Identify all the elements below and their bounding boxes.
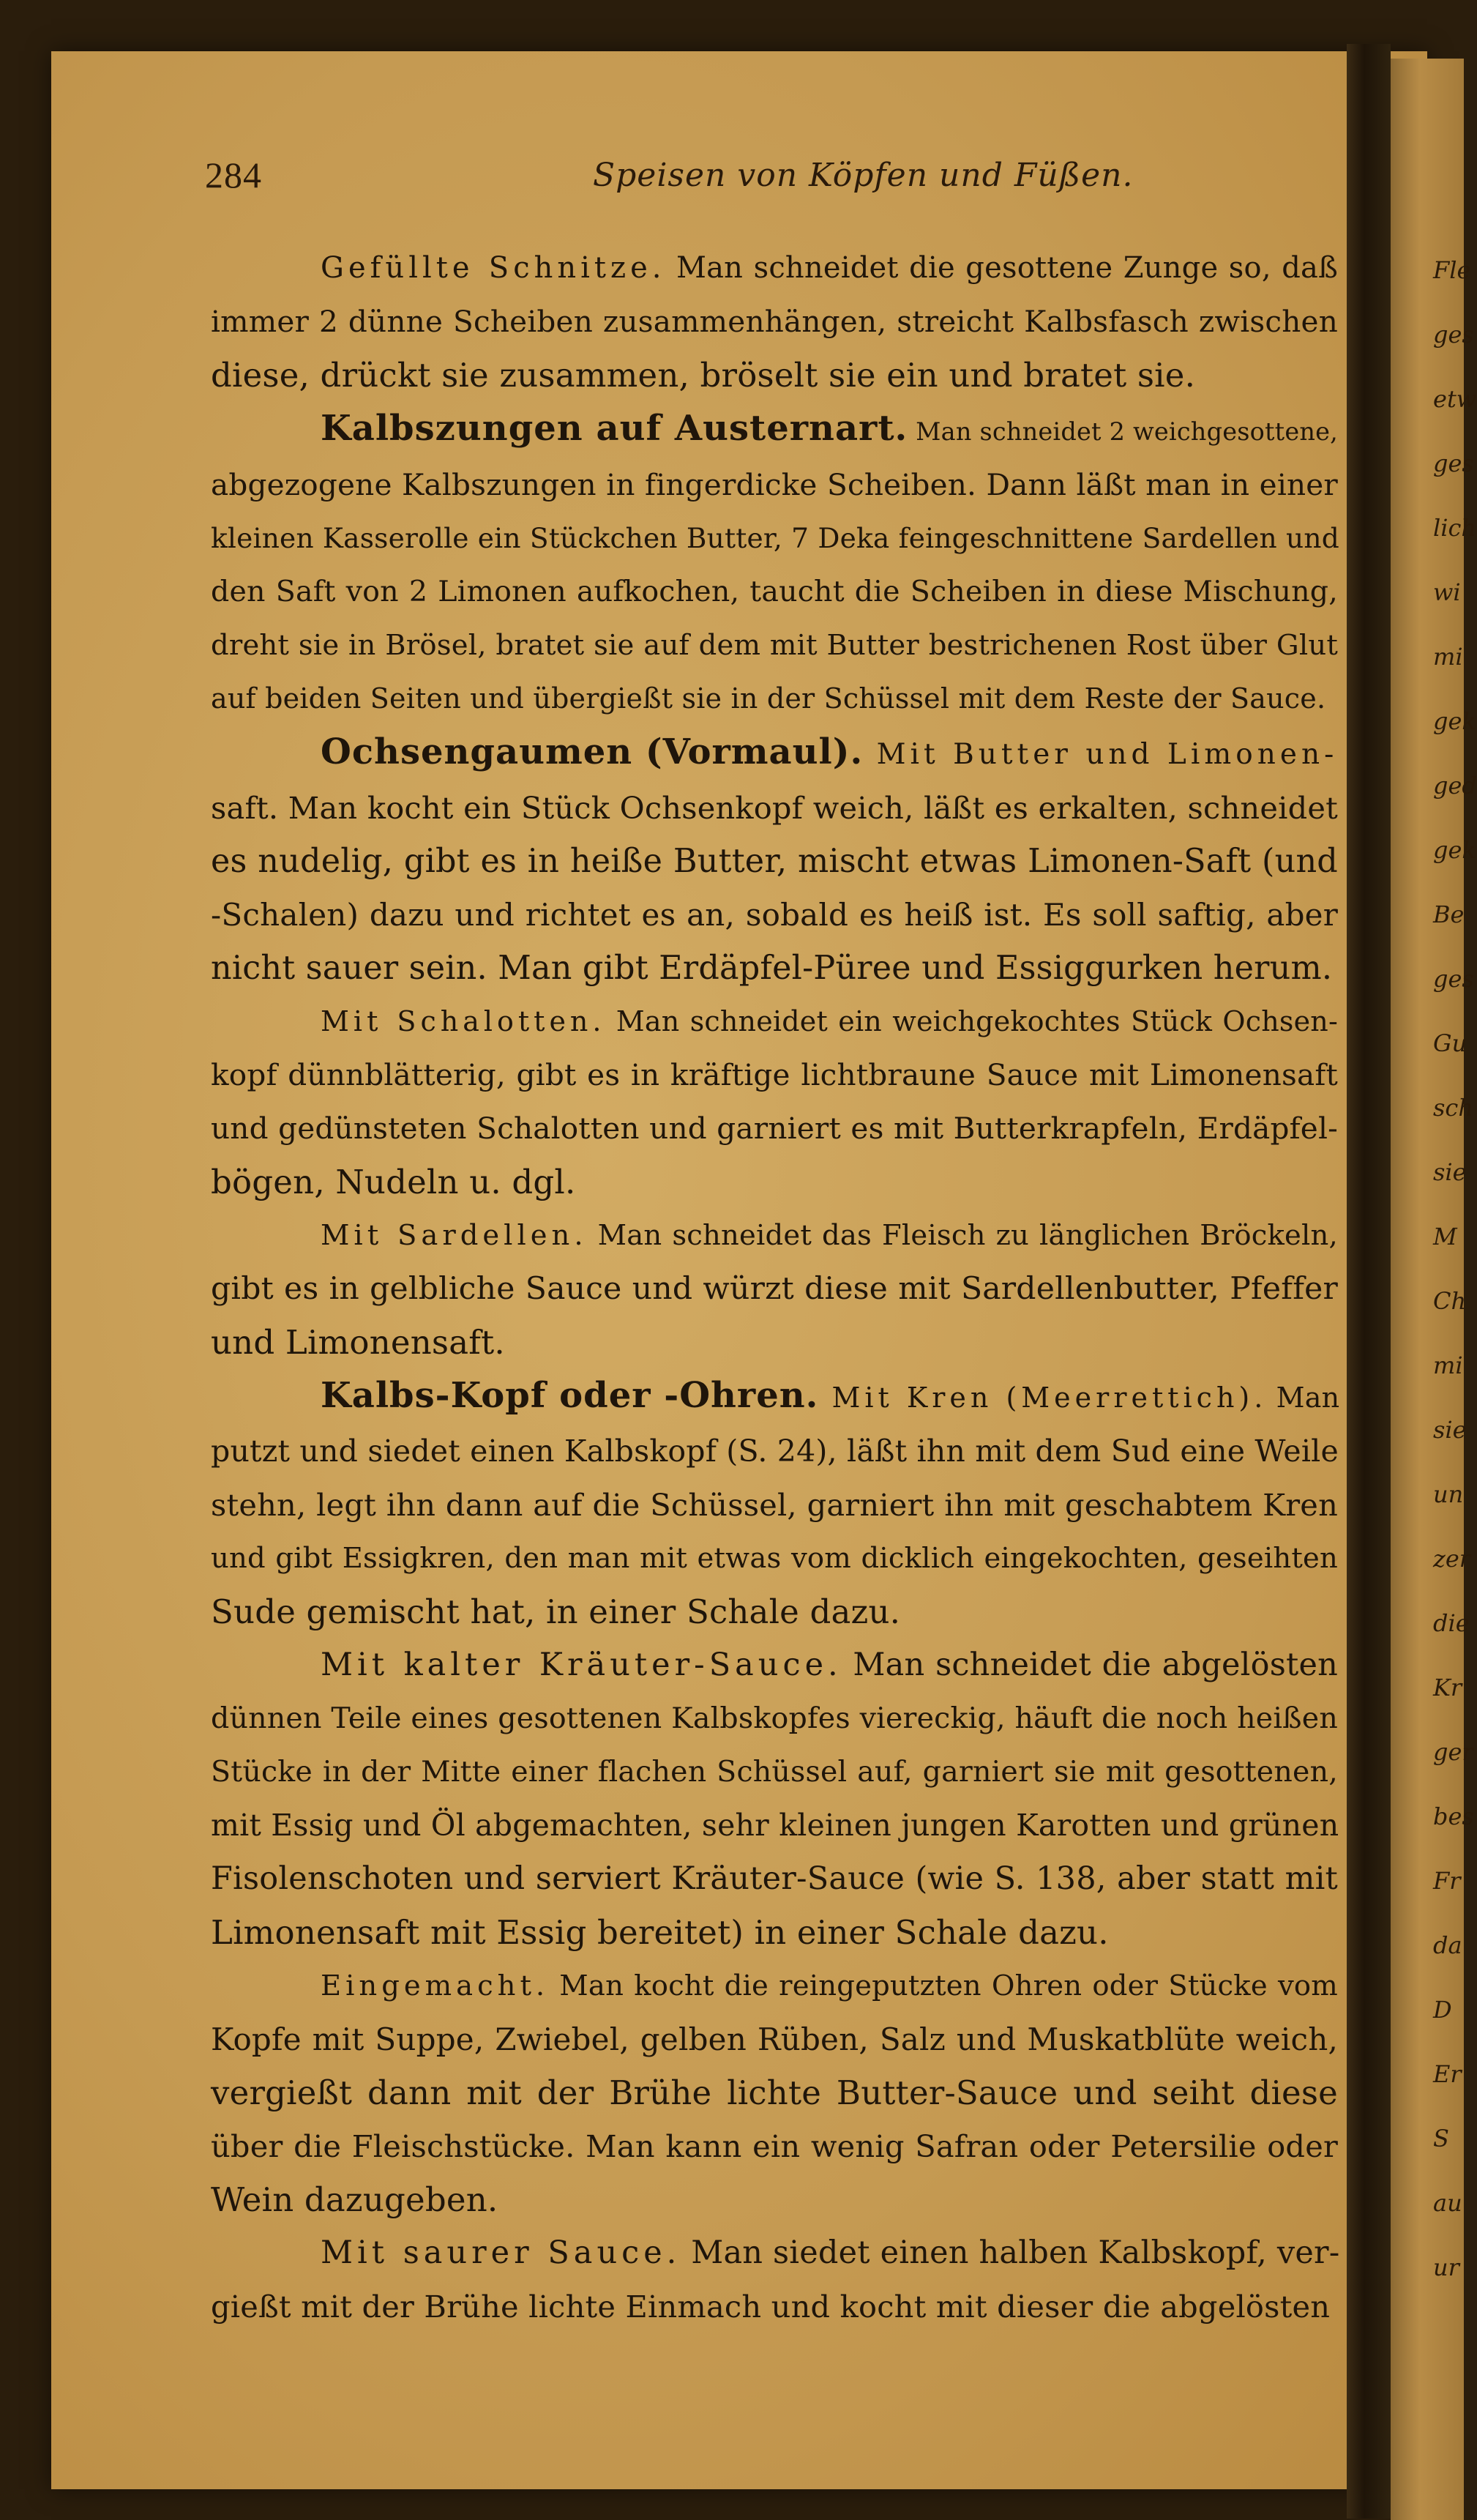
text-line xyxy=(211,619,1338,672)
text-line xyxy=(211,1155,1338,1209)
text-line xyxy=(211,1209,1338,1262)
line-text: über die Fleischstücke. Man kann ein wenig Safran oder Petersilie oder xyxy=(211,2128,1338,2164)
adjacent-page-fragment: M xyxy=(1433,1223,1457,1250)
recipe-paragraph xyxy=(211,1959,1338,2226)
adjacent-page-fragment: gek xyxy=(1433,707,1476,735)
text-line xyxy=(211,888,1338,942)
text-line xyxy=(211,1639,1338,1692)
text-line xyxy=(211,2013,1338,2066)
adjacent-page-fragment: etw xyxy=(1433,385,1477,413)
adjacent-page-edge xyxy=(1391,59,1477,2520)
adjacent-page-fragment: Fr xyxy=(1433,1867,1461,1895)
line-text: mit Essig und Öl abgemachten, sehr kleinen jungen Karotten und grünen xyxy=(211,1808,1339,1843)
adjacent-page-fragment: Kr xyxy=(1433,1674,1462,1701)
adjacent-page-fragment: S xyxy=(1433,2125,1449,2152)
text-line xyxy=(211,1959,1338,2013)
line-text: abgezogene Kalbszungen in fingerdicke Scheiben. Dann läßt man in einer xyxy=(211,467,1338,502)
text-line xyxy=(211,2120,1338,2173)
variant-heading: Mit Butter und Limonen- xyxy=(863,738,1339,771)
text-line xyxy=(211,1102,1338,1155)
adjacent-page-fragment: Gu xyxy=(1433,1029,1467,1057)
adjacent-page-fragment: D xyxy=(1433,1996,1452,2024)
recipe-paragraph xyxy=(211,1369,1338,1639)
line-text: Limonensaft mit Essig bereitet) in einer Schale dazu. xyxy=(211,1913,1109,1952)
adjacent-page-fragment: gek xyxy=(1433,836,1476,864)
line-text: bögen, Nudeln u. dgl. xyxy=(211,1163,576,1201)
recipe-paragraph xyxy=(211,995,1338,1209)
text-line xyxy=(211,348,1338,402)
line-text: dreht sie in Brösel, bratet sie auf dem mit Butter bestrichenen Rost über Glut xyxy=(211,629,1338,662)
line-text: Man xyxy=(1267,1382,1340,1414)
line-text: immer 2 dünne Scheiben zusammenhängen, streicht Kalbsfasch zwischen xyxy=(211,304,1338,339)
text-line xyxy=(211,942,1338,995)
adjacent-page-fragment: die xyxy=(1433,1609,1470,1637)
line-text: kleinen Kasserolle ein Stückchen Butter, 7 Deka feingeschnittene Sardellen und xyxy=(211,522,1339,554)
text-line xyxy=(211,1048,1338,1102)
recipe-paragraph xyxy=(211,1209,1338,1369)
adjacent-page-fragment: Fle xyxy=(1433,256,1471,284)
recipe-paragraph xyxy=(211,726,1338,995)
text-line xyxy=(211,1585,1338,1639)
line-text: Man schneidet die gesottene Zunge so, daß xyxy=(665,251,1338,285)
adjacent-page-fragment: da xyxy=(1433,1931,1462,1959)
text-line xyxy=(211,2226,1338,2280)
recipe-paragraph xyxy=(211,242,1338,402)
adjacent-page-fragment: Ch xyxy=(1433,1287,1467,1315)
text-line xyxy=(211,1745,1338,1799)
adjacent-page-fragment: Er xyxy=(1433,2060,1462,2088)
line-text: Man schneidet das Fleisch zu länglichen Bröckeln, xyxy=(587,1219,1338,1252)
recipe-paragraph xyxy=(211,2226,1338,2333)
line-text: Stücke in der Mitte einer flachen Schüssel auf, garniert sie mit gesottenen, xyxy=(211,1755,1338,1789)
text-line xyxy=(211,1316,1338,1369)
line-text: Man schneidet die abgelösten xyxy=(842,1647,1338,1683)
line-text: auf beiden Seiten und übergießt sie in der Schüssel mit dem Reste der Sauce. xyxy=(211,682,1326,715)
text-line xyxy=(211,1532,1338,1585)
recipe-paragraph xyxy=(211,1639,1338,1959)
line-text: gibt es in gelbliche Sauce und würzt diese mit Sardellenbutter, Pfeffer xyxy=(211,1271,1338,1307)
adjacent-page-fragment: sch xyxy=(1433,1094,1473,1122)
text-line xyxy=(211,1906,1338,1959)
line-text: putzt und siedet einen Kalbskopf (S. 24), läßt ihn mit dem Sud eine Weile xyxy=(211,1434,1339,1469)
line-text: nicht sauer sein. Man gibt Erdäpfel-Püree und Essiggurken herum. xyxy=(211,950,1333,987)
adjacent-page-fragment: ged xyxy=(1433,772,1477,799)
recipe-title: Ochsengaumen (Vormaul). xyxy=(321,731,864,772)
recipe-title: Kalbs-Kopf oder -Ohren. xyxy=(321,1375,819,1416)
text-line xyxy=(211,1369,1338,1425)
line-text: Fisolenschoten und serviert Kräuter-Sauce (wie S. 138, aber statt mit xyxy=(211,1860,1338,1897)
recipe-title: Kalbszungen auf Austernart. xyxy=(321,408,908,449)
page-gutter xyxy=(1347,44,1391,2519)
line-text: dünnen Teile eines gesottenen Kalbskopfes viereckig, häuft die noch heißen xyxy=(211,1701,1338,1735)
text-line xyxy=(211,2280,1338,2333)
text-line xyxy=(211,1692,1338,1745)
line-text: kopf dünnblätterig, gibt es in kräftige lichtbraune Sauce mit Limonensaft xyxy=(211,1057,1338,1092)
page-header xyxy=(205,154,1339,198)
text-line xyxy=(211,242,1338,295)
adjacent-page-fragment: au xyxy=(1433,2189,1462,2217)
adjacent-page-fragment: ges xyxy=(1433,321,1474,348)
adjacent-page-fragment: ges xyxy=(1433,450,1474,477)
running-head: Speisen von Köpfen und Füßen. xyxy=(593,157,1134,194)
line-text: vergießt dann mit der Brühe lichte Butter-Sauce und seiht diese xyxy=(211,2073,1338,2112)
line-text: Man schneidet 2 weichgesottene, xyxy=(908,417,1338,446)
text-line xyxy=(211,1852,1338,1906)
variant-heading: Mit saurer Sauce. xyxy=(321,2234,681,2271)
text-line xyxy=(211,1262,1338,1316)
line-text: den Saft von 2 Limonen aufkochen, taucht die Scheiben in diese Mischung, xyxy=(211,575,1338,608)
line-text: gießt mit der Brühe lichte Einmach und kocht mit dieser die abgelösten xyxy=(211,2289,1331,2325)
variant-heading: Mit kalter Kräuter-Sauce. xyxy=(321,1647,842,1683)
adjacent-page-fragment: ur xyxy=(1433,2254,1459,2281)
line-text: Kopfe mit Suppe, Zwiebel, gelben Rüben, Salz und Muskatblüte weich, xyxy=(211,2021,1338,2057)
text-line xyxy=(211,458,1338,512)
adjacent-page-fragment: wi xyxy=(1433,578,1461,606)
adjacent-page-fragment: lich xyxy=(1433,514,1476,542)
adjacent-page-fragment: Be xyxy=(1433,901,1465,928)
adjacent-page-fragment: mi xyxy=(1433,643,1463,671)
adjacent-page-fragment: zer xyxy=(1433,1545,1471,1573)
adjacent-page-fragment: sie xyxy=(1433,1416,1467,1444)
variant-heading: Mit Schalotten. xyxy=(321,1005,606,1037)
variant-heading: Mit Sardellen. xyxy=(321,1219,588,1252)
variant-heading: Eingemacht. xyxy=(321,1969,550,2002)
line-text: und gedünsteten Schalotten und garniert es mit Butterkrapfeln, Erdäpfel- xyxy=(211,1111,1338,1146)
line-text: stehn, legt ihn dann auf die Schüssel, garniert ihn mit geschabtem Kren xyxy=(211,1487,1338,1523)
line-text: Man kocht die reingeputzten Ohren oder Stücke vom xyxy=(549,1969,1338,2002)
variant-heading: Gefüllte Schnitze. xyxy=(321,251,666,285)
text-line xyxy=(211,295,1338,348)
adjacent-page-fragment: un xyxy=(1433,1480,1464,1508)
line-text: Wein dazugeben. xyxy=(211,2180,498,2219)
line-text: und Limonensaft. xyxy=(211,1323,505,1362)
adjacent-page-fragment: mi xyxy=(1433,1352,1463,1379)
recipe-paragraph xyxy=(211,402,1338,726)
text-line xyxy=(211,1478,1338,1532)
recipe-text xyxy=(211,242,1338,2333)
adjacent-page-fragment: ger xyxy=(1433,1738,1473,1766)
text-line xyxy=(211,781,1338,835)
line-text: es nudelig, gibt es in heiße Butter, mischt etwas Limonen-Saft (und xyxy=(211,843,1338,880)
line-text: Sude gemischt hat, in einer Schale dazu. xyxy=(211,1592,901,1631)
text-line xyxy=(211,2173,1338,2226)
line-text: -Schalen) dazu und richtet es an, sobald es heiß ist. Es soll saftig, aber xyxy=(211,897,1338,933)
adjacent-page-fragment: sie xyxy=(1433,1158,1467,1186)
line-text: Man schneidet ein weichgekochtes Stück Ochsen- xyxy=(605,1005,1338,1037)
line-text: und gibt Essigkren, den man mit etwas vom dicklich eingekochten, geseihten xyxy=(211,1542,1338,1575)
text-line xyxy=(211,2066,1338,2120)
variant-heading: Mit Kren (Meerrettich). xyxy=(818,1382,1268,1414)
adjacent-page-fragment: bes xyxy=(1433,1803,1474,1830)
line-text: diese, drückt sie zusammen, bröselt sie ein und bratet sie. xyxy=(211,356,1196,395)
text-line xyxy=(211,672,1338,726)
line-text: Man siedet einen halben Kalbskopf, ver- xyxy=(681,2234,1340,2271)
page-number: 284 xyxy=(205,154,262,195)
text-line xyxy=(211,1799,1338,1852)
text-line xyxy=(211,835,1338,888)
text-line xyxy=(211,1425,1338,1478)
text-line xyxy=(211,995,1338,1048)
text-line xyxy=(211,726,1338,781)
adjacent-page-fragment: ges xyxy=(1433,965,1474,993)
text-line xyxy=(211,402,1338,458)
text-line xyxy=(211,565,1338,619)
line-text: saft. Man kocht ein Stück Ochsenkopf weich, läßt es erkalten, schneidet xyxy=(211,790,1338,826)
text-line xyxy=(211,512,1338,565)
